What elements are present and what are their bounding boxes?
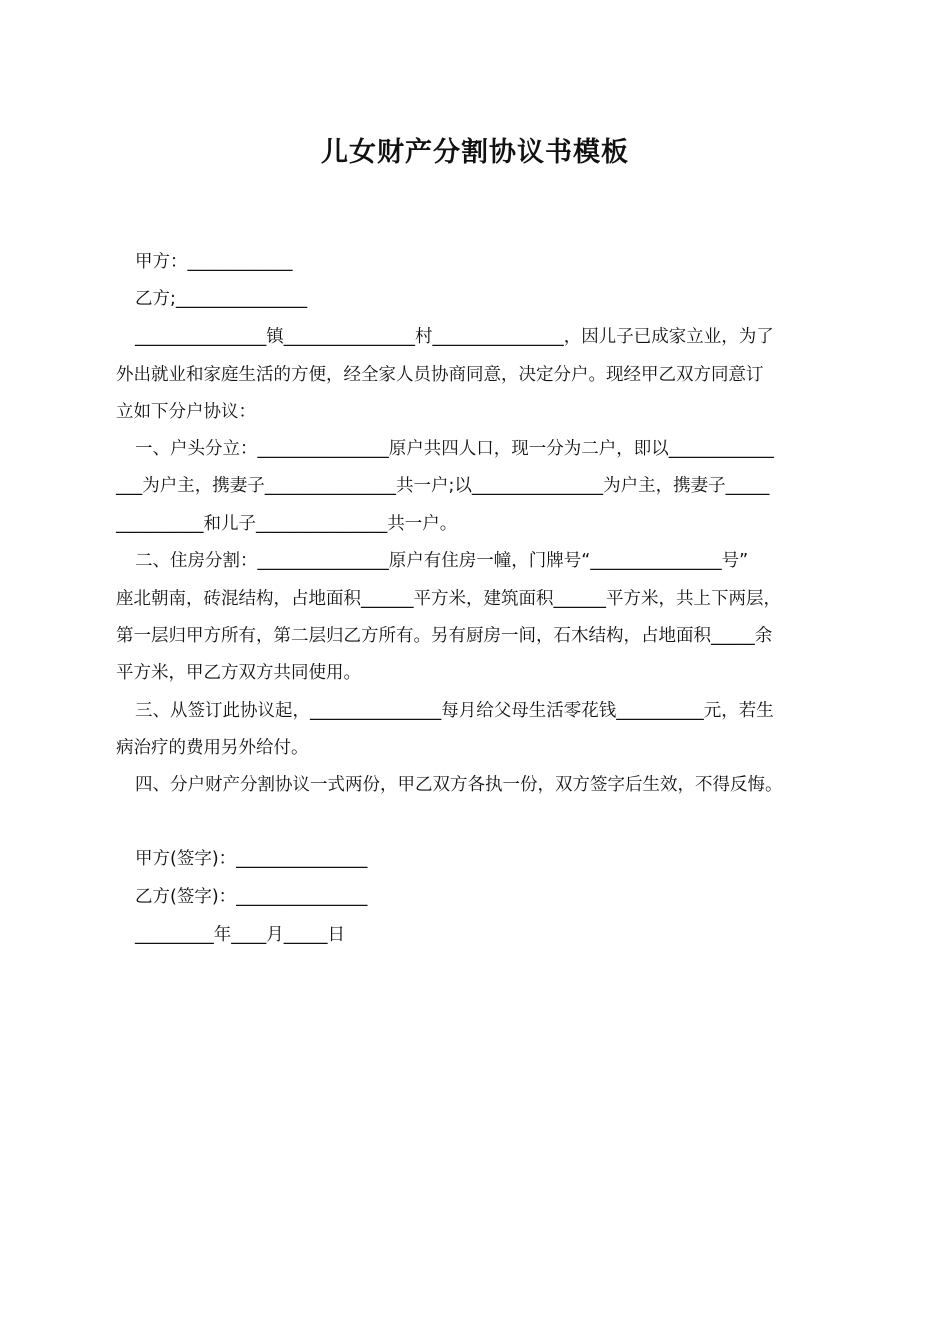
clause-1-line-2: ___为户主，携妻子_______________共一户;以_______________为户主，携妻子_____ [116,476,770,496]
signature-party-a: 甲方(签字)：_______________ [135,849,368,869]
clause-2-line-4: 平方米，甲乙方双方共同使用。 [116,663,361,683]
intro-line-1: _______________镇_______________村_______________，因儿子已成家立业，为了 [135,327,774,347]
signature-date: _________年____月_____日 [135,925,345,945]
clause-1-line-3: __________和儿子_______________共一户。 [116,514,458,534]
intro-line-2: 外出就业和家庭生活的方便，经全家人员协商同意，决定分户。现经甲乙双方同意订 [116,365,764,385]
signature-party-b: 乙方(签字)：_______________ [135,887,368,907]
clause-4-line-1: 四、分户财产分割协议一式两份，甲乙双方各执一份，双方签字后生效，不得反悔。 [135,775,783,795]
clause-3-line-2: 病治疗的费用另外给付。 [116,738,309,758]
clause-3-line-1: 三、从签订此协议起，_______________每月给父母生活零花钱__________元，若生 [135,701,774,721]
clause-2-line-1: 二、住房分割：_______________原户有住房一幢，门牌号“_______________号” [135,551,749,571]
clause-2-line-2: 座北朝南，砖混结构，占地面积______平方米，建筑面积______平方米，共上下两层， [116,589,781,609]
party-a-line: 甲方：____________ [135,252,293,272]
clause-2-line-3: 第一层归甲方所有，第二层归乙方所有。另有厨房一间，石木结构，占地面积_____余 [116,626,773,646]
party-b-line: 乙方;_______________ [135,289,308,309]
document-title: 儿女财产分割协议书模板 [321,137,629,168]
clause-1-line-1: 一、户头分立：_______________原户共四人口，现一分为二户，即以____________ [135,439,774,459]
intro-line-3: 立如下分户协议： [116,402,256,422]
